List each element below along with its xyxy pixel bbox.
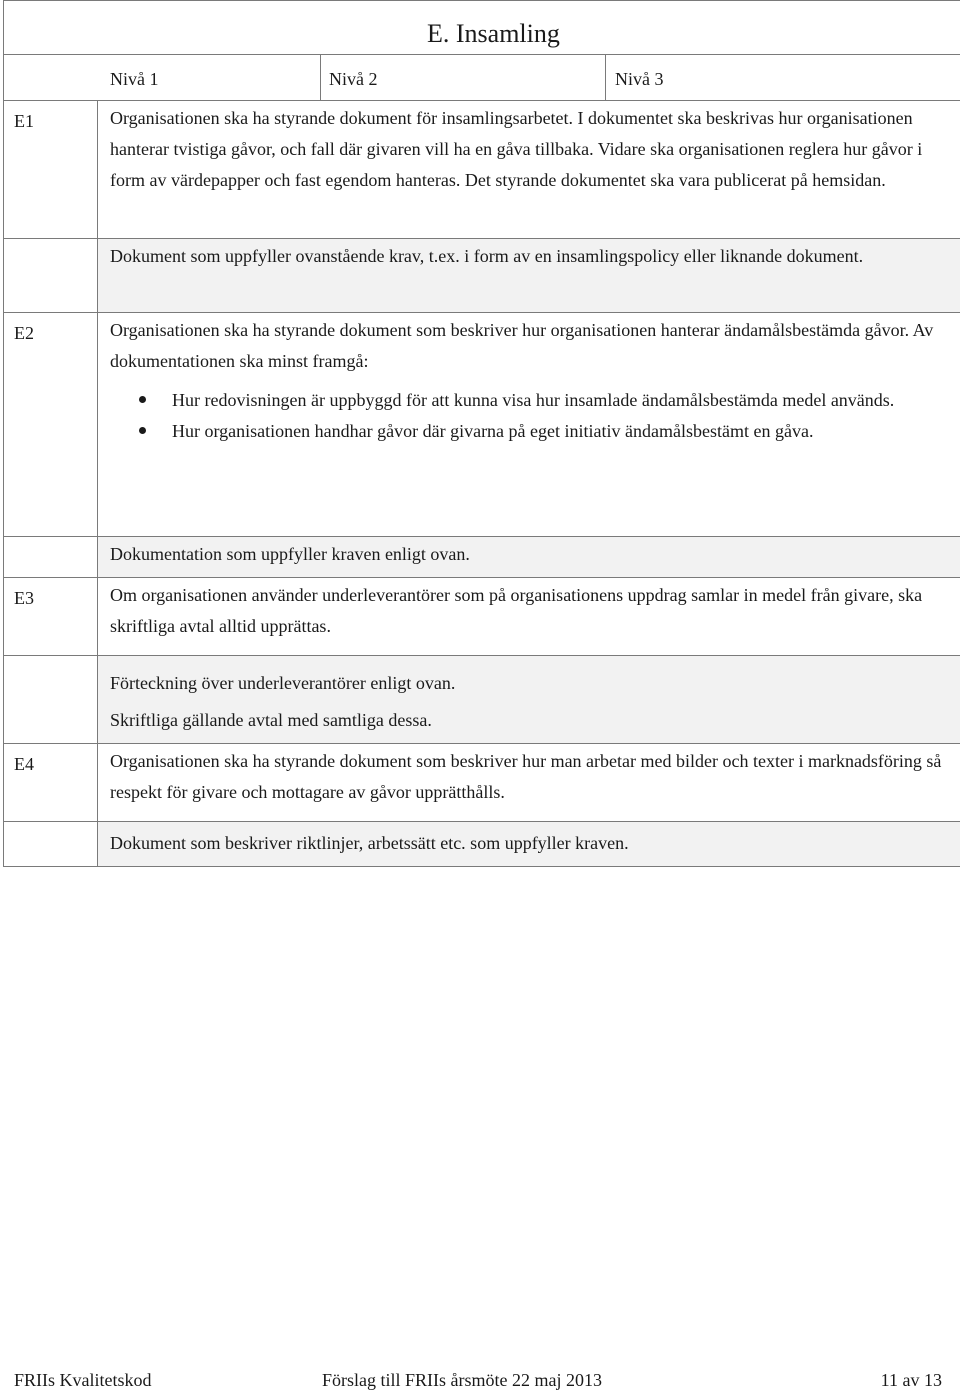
level-1-label: Nivå 1 xyxy=(110,69,159,89)
level-3-label: Nivå 3 xyxy=(615,69,664,89)
evidence-row-e2 xyxy=(4,537,960,578)
section-title: E. Insamling xyxy=(427,19,560,48)
evidence-row-e3 xyxy=(4,656,960,744)
criterion-id: E1 xyxy=(4,101,98,238)
criterion-requirement: Organisationen ska ha styrande dokument för insamlingsarbetet. I dokumentet ska beskrivas hur organisationen hanterar tvistiga gåvor, och fall där givaren vill ha en gåva tillbaka. Vidare ska organisationen reglera hur gåvor i form av värdepapper och fast egendom hanteras. Det styrande dokumentet ska vara publicerat på hemsidan. xyxy=(110,108,923,190)
criterion-evidence: Förteckning över underleverantörer enligt ovan. xyxy=(110,673,456,693)
criterion-id: E3 xyxy=(4,578,98,655)
evidence-row-e4 xyxy=(4,822,960,867)
bullet-item: Hur redovisningen är uppbyggd för att kunna visa hur insamlade ändamålsbestämda medel används. xyxy=(172,385,950,416)
criterion-evidence: Dokumentation som uppfyller kraven enligt ovan. xyxy=(110,544,470,564)
requirement-bullet-list xyxy=(110,385,950,447)
levels-row xyxy=(4,55,960,101)
footer-page-number: 11 av 13 xyxy=(880,1370,942,1390)
footer-left: FRIIs Kvalitetskod xyxy=(14,1370,152,1390)
title-row xyxy=(4,0,960,55)
bullet-item: Hur organisationen handhar gåvor där givarna på eget initiativ ändamålsbestämt en gåva. xyxy=(172,416,950,447)
criterion-row-e3 xyxy=(4,578,960,656)
bullet-dot-icon xyxy=(139,396,146,403)
criterion-requirement: Organisationen ska ha styrande dokument som beskriver hur man arbetar med bilder och texter i marknadsföring så respekt för givare och mottagare av gåvor upprätthålls. xyxy=(110,751,942,802)
criterion-id: E2 xyxy=(4,313,98,536)
criterion-evidence: Dokument som uppfyller ovanstående krav, t.ex. i form av en insamlingspolicy eller liknande dokument. xyxy=(110,246,864,266)
criteria-table xyxy=(3,0,960,867)
evidence-row-e1 xyxy=(4,239,960,313)
footer-center: Förslag till FRIIs årsmöte 22 maj 2013 xyxy=(322,1370,602,1390)
bullet-dot-icon xyxy=(139,427,146,434)
criterion-evidence: Dokument som beskriver riktlinjer, arbetssätt etc. som uppfyller kraven. xyxy=(110,833,629,853)
criterion-id: E4 xyxy=(4,744,98,821)
level-2-label: Nivå 2 xyxy=(329,69,378,89)
criterion-evidence: Skriftliga gällande avtal med samtliga dessa. xyxy=(110,710,432,730)
criterion-row-e2 xyxy=(4,313,960,537)
criterion-requirement: Om organisationen använder underleverantörer som på organisationens uppdrag samlar in medel från givare, ska skriftliga avtal alltid upprättas. xyxy=(110,585,923,636)
criterion-row-e1 xyxy=(4,101,960,239)
criterion-requirement: Organisationen ska ha styrande dokument som beskriver hur organisationen hanterar ändamålsbestämda gåvor. Av dokumentationen ska minst framgå: xyxy=(110,320,934,371)
criterion-row-e4 xyxy=(4,744,960,822)
